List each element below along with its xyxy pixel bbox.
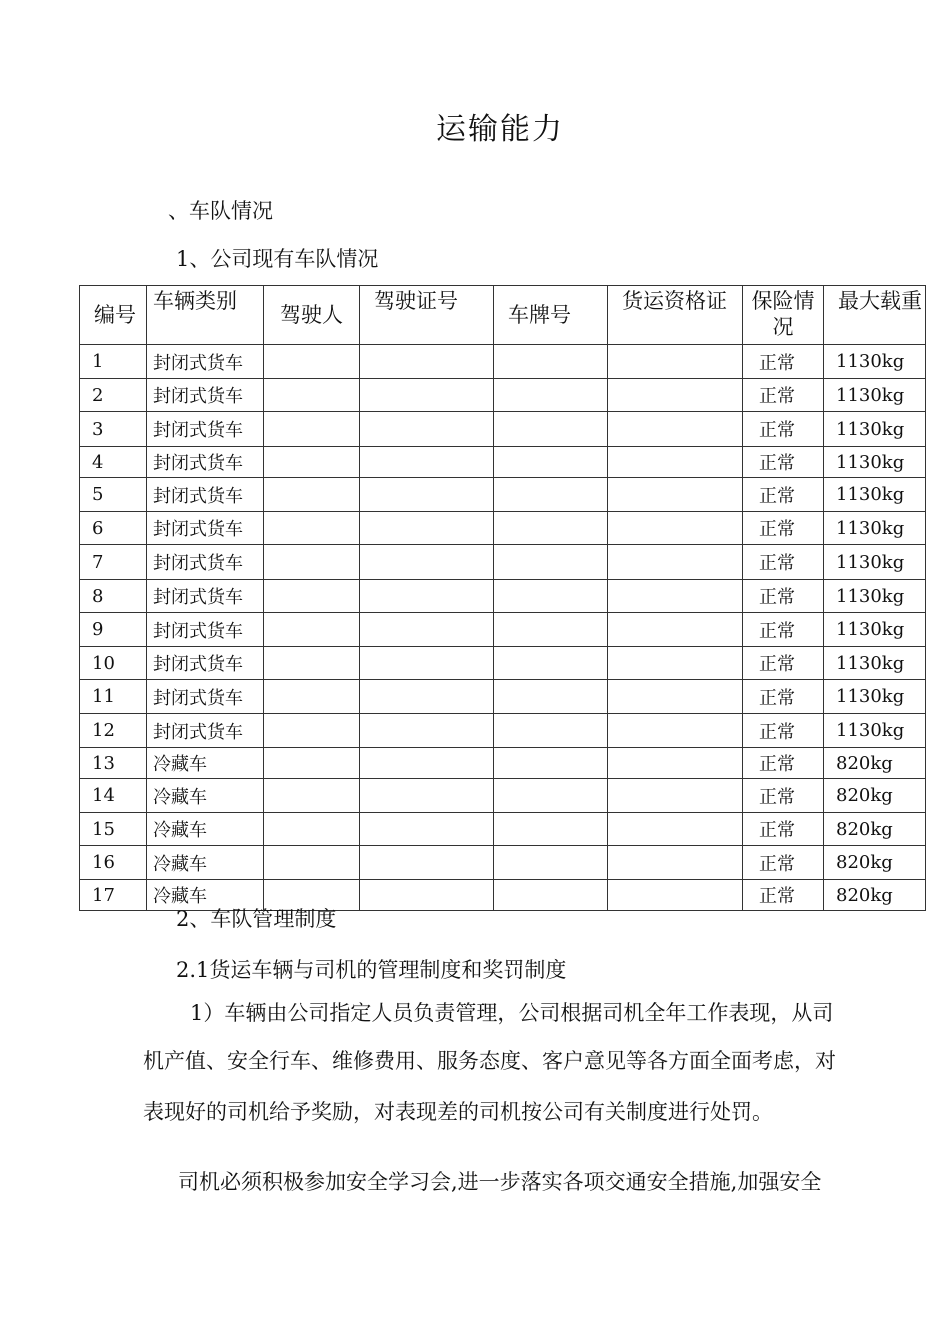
cell-driver	[264, 680, 360, 714]
table-header-row	[80, 286, 926, 345]
table-row	[80, 748, 926, 779]
cell-insurance: 正常	[743, 647, 824, 680]
table-row	[80, 580, 926, 613]
cell-license	[360, 613, 494, 647]
cell-insurance: 正常	[743, 613, 824, 647]
table-row	[80, 647, 926, 680]
cell-freight-cert	[608, 846, 743, 880]
cell-license	[360, 580, 494, 613]
table-row	[80, 613, 926, 647]
cell-insurance: 正常	[743, 748, 824, 779]
cell-insurance: 正常	[743, 846, 824, 880]
cell-id: 1	[80, 345, 147, 379]
cell-freight-cert	[608, 478, 743, 512]
cell-freight-cert	[608, 412, 743, 447]
cell-insurance: 正常	[743, 379, 824, 412]
paragraph-line: 1）车辆由公司指定人员负责管理，公司根据司机全年工作表现，从司	[190, 1001, 834, 1025]
cell-vehicle-type: 封闭式货车	[147, 580, 264, 613]
cell-driver	[264, 846, 360, 880]
table-row	[80, 512, 926, 545]
cell-license	[360, 379, 494, 412]
cell-freight-cert	[608, 880, 743, 911]
cell-vehicle-type: 封闭式货车	[147, 680, 264, 714]
cell-license	[360, 714, 494, 748]
table-row	[80, 345, 926, 379]
cell-id: 3	[80, 412, 147, 447]
cell-plate	[494, 647, 608, 680]
cell-plate	[494, 748, 608, 779]
cell-id: 14	[80, 779, 147, 813]
cell-max-load: 1130kg	[824, 345, 926, 379]
cell-plate	[494, 779, 608, 813]
cell-vehicle-type: 冷藏车	[147, 846, 264, 880]
cell-freight-cert	[608, 580, 743, 613]
cell-id: 6	[80, 512, 147, 545]
cell-freight-cert	[608, 779, 743, 813]
table-row	[80, 478, 926, 512]
table-row	[80, 779, 926, 813]
cell-freight-cert	[608, 714, 743, 748]
cell-vehicle-type: 冷藏车	[147, 748, 264, 779]
cell-vehicle-type: 封闭式货车	[147, 545, 264, 580]
cell-vehicle-type: 封闭式货车	[147, 345, 264, 379]
cell-plate	[494, 880, 608, 911]
cell-id: 7	[80, 545, 147, 580]
cell-insurance: 正常	[743, 779, 824, 813]
header-max-load: 最大载重	[824, 286, 926, 345]
cell-driver	[264, 345, 360, 379]
header-license: 驾驶证号	[360, 286, 494, 345]
cell-max-load: 820kg	[824, 880, 926, 911]
cell-driver	[264, 813, 360, 846]
cell-vehicle-type: 封闭式货车	[147, 647, 264, 680]
cell-freight-cert	[608, 613, 743, 647]
header-vehicle-type: 车辆类别	[147, 286, 264, 345]
cell-freight-cert	[608, 447, 743, 478]
cell-plate	[494, 379, 608, 412]
cell-freight-cert	[608, 512, 743, 545]
fleet-table	[79, 285, 926, 911]
page-title: 运输能力	[436, 112, 564, 147]
table-row	[80, 447, 926, 478]
cell-freight-cert	[608, 813, 743, 846]
cell-driver	[264, 512, 360, 545]
cell-freight-cert	[608, 545, 743, 580]
cell-insurance: 正常	[743, 813, 824, 846]
cell-max-load: 820kg	[824, 748, 926, 779]
header-driver: 驾驶人	[264, 286, 360, 345]
cell-driver	[264, 478, 360, 512]
cell-driver	[264, 545, 360, 580]
cell-license	[360, 846, 494, 880]
cell-id: 17	[80, 880, 147, 911]
header-insurance: 保险情况	[743, 286, 824, 345]
section-heading-fleet: 、车队情况	[168, 199, 273, 223]
cell-id: 13	[80, 748, 147, 779]
cell-license	[360, 748, 494, 779]
table-row	[80, 412, 926, 447]
cell-freight-cert	[608, 680, 743, 714]
cell-plate	[494, 478, 608, 512]
cell-insurance: 正常	[743, 714, 824, 748]
cell-max-load: 1130kg	[824, 447, 926, 478]
cell-freight-cert	[608, 379, 743, 412]
cell-id: 15	[80, 813, 147, 846]
cell-max-load: 1130kg	[824, 478, 926, 512]
cell-plate	[494, 345, 608, 379]
cell-vehicle-type: 封闭式货车	[147, 379, 264, 412]
cell-vehicle-type: 封闭式货车	[147, 447, 264, 478]
cell-freight-cert	[608, 748, 743, 779]
cell-vehicle-type: 封闭式货车	[147, 478, 264, 512]
subsection-heading-rules: 2.1货运车辆与司机的管理制度和奖罚制度	[176, 958, 567, 982]
cell-vehicle-type: 封闭式货车	[147, 412, 264, 447]
cell-license	[360, 647, 494, 680]
cell-vehicle-type: 冷藏车	[147, 880, 264, 911]
cell-id: 4	[80, 447, 147, 478]
cell-freight-cert	[608, 647, 743, 680]
cell-plate	[494, 447, 608, 478]
cell-max-load: 820kg	[824, 846, 926, 880]
cell-insurance: 正常	[743, 545, 824, 580]
cell-insurance: 正常	[743, 447, 824, 478]
cell-license	[360, 447, 494, 478]
cell-id: 2	[80, 379, 147, 412]
cell-id: 5	[80, 478, 147, 512]
table-row	[80, 545, 926, 580]
cell-license	[360, 779, 494, 813]
cell-plate	[494, 580, 608, 613]
cell-vehicle-type: 冷藏车	[147, 813, 264, 846]
cell-max-load: 1130kg	[824, 545, 926, 580]
cell-max-load: 1130kg	[824, 647, 926, 680]
cell-max-load: 1130kg	[824, 379, 926, 412]
cell-license	[360, 345, 494, 379]
cell-max-load: 820kg	[824, 813, 926, 846]
cell-license	[360, 880, 494, 911]
cell-id: 10	[80, 647, 147, 680]
cell-insurance: 正常	[743, 345, 824, 379]
cell-max-load: 1130kg	[824, 680, 926, 714]
cell-id: 12	[80, 714, 147, 748]
cell-driver	[264, 447, 360, 478]
cell-id: 16	[80, 846, 147, 880]
cell-max-load: 820kg	[824, 779, 926, 813]
cell-license	[360, 813, 494, 846]
cell-plate	[494, 613, 608, 647]
cell-id: 11	[80, 680, 147, 714]
cell-insurance: 正常	[743, 412, 824, 447]
cell-driver	[264, 647, 360, 680]
header-id: 编号	[80, 286, 147, 345]
table-row	[80, 680, 926, 714]
cell-vehicle-type: 封闭式货车	[147, 613, 264, 647]
cell-vehicle-type: 冷藏车	[147, 779, 264, 813]
cell-license	[360, 412, 494, 447]
cell-plate	[494, 412, 608, 447]
subsection-heading-fleet-status: 1、公司现有车队情况	[176, 247, 379, 271]
cell-driver	[264, 748, 360, 779]
cell-vehicle-type: 封闭式货车	[147, 714, 264, 748]
table-row	[80, 813, 926, 846]
cell-driver	[264, 714, 360, 748]
paragraph-line: 机产值、安全行车、维修费用、服务态度、客户意见等各方面全面考虑，对	[143, 1049, 836, 1073]
cell-max-load: 1130kg	[824, 580, 926, 613]
cell-max-load: 1130kg	[824, 613, 926, 647]
cell-plate	[494, 680, 608, 714]
cell-id: 8	[80, 580, 147, 613]
cell-insurance: 正常	[743, 880, 824, 911]
cell-license	[360, 545, 494, 580]
header-plate: 车牌号	[494, 286, 608, 345]
cell-plate	[494, 846, 608, 880]
cell-insurance: 正常	[743, 512, 824, 545]
cell-license	[360, 680, 494, 714]
cell-driver	[264, 379, 360, 412]
cell-id: 9	[80, 613, 147, 647]
cell-plate	[494, 714, 608, 748]
cell-driver	[264, 580, 360, 613]
cell-insurance: 正常	[743, 478, 824, 512]
cell-license	[360, 478, 494, 512]
cell-plate	[494, 512, 608, 545]
cell-driver	[264, 412, 360, 447]
cell-max-load: 1130kg	[824, 412, 926, 447]
cell-plate	[494, 545, 608, 580]
paragraph-line: 表现好的司机给予奖励，对表现差的司机按公司有关制度进行处罚。	[143, 1100, 773, 1124]
header-freight-cert: 货运资格证	[608, 286, 743, 345]
cell-vehicle-type: 封闭式货车	[147, 512, 264, 545]
cell-plate	[494, 813, 608, 846]
cell-license	[360, 512, 494, 545]
cell-insurance: 正常	[743, 580, 824, 613]
paragraph-line: 司机必须积极参加安全学习会,进一步落实各项交通安全措施,加强安全	[178, 1170, 822, 1194]
cell-max-load: 1130kg	[824, 512, 926, 545]
table-row	[80, 379, 926, 412]
cell-driver	[264, 613, 360, 647]
cell-insurance: 正常	[743, 680, 824, 714]
cell-freight-cert	[608, 345, 743, 379]
cell-driver	[264, 779, 360, 813]
section-heading-management: 2、车队管理制度	[176, 907, 337, 931]
cell-max-load: 1130kg	[824, 714, 926, 748]
table-row	[80, 846, 926, 880]
table-row	[80, 714, 926, 748]
